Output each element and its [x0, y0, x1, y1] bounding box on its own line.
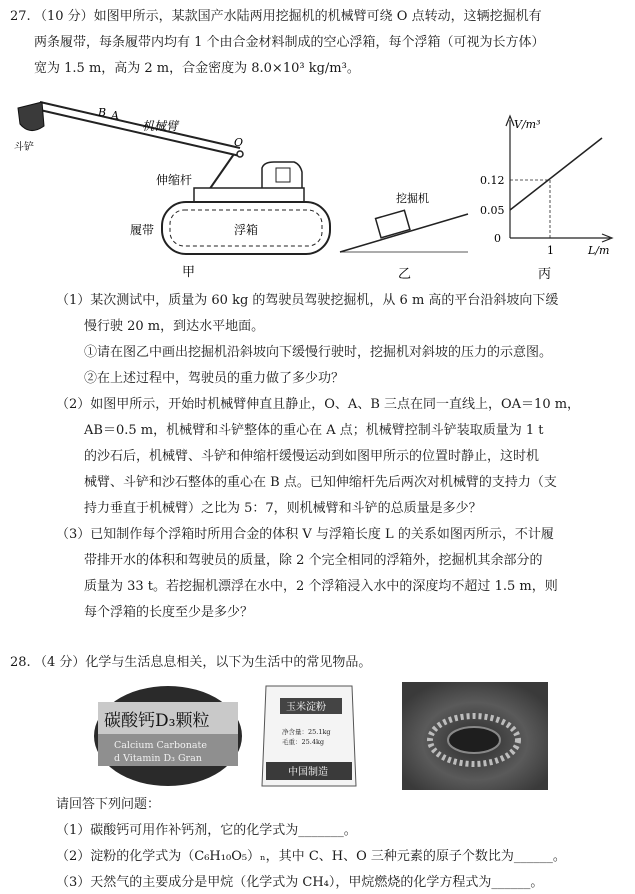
- q27-p1-line4: ②在上述过程中，驾驶员的重力做了多少功？: [84, 371, 345, 386]
- starch-weight-gross: 毛重：25.4kg: [282, 738, 325, 746]
- label-v: V/m³: [514, 118, 541, 131]
- image-gas-stove: [402, 682, 548, 790]
- q27-stem-line2: 两条履带，每条履带内均有 1 个由合金材料制成的空心浮箱，每个浮箱（可视为长方体）: [34, 35, 545, 50]
- q27-number: 27.: [10, 9, 31, 24]
- q27-p3-line2: 带排开水的体积和驾驶员的质量，除 2 个完全相同的浮箱外，挖掘机其余部分的: [84, 553, 543, 568]
- label-rod: 伸缩杆: [156, 173, 193, 187]
- q27-p3-line4: 每个浮箱的长度至少是多少？: [84, 605, 254, 620]
- v-l-line: [510, 138, 602, 210]
- label-float: 浮箱: [234, 223, 259, 237]
- label-machine: 挖掘机: [396, 192, 429, 205]
- q27-stem-line1: （10 分）如图甲所示，某款国产水陆两用挖掘机的机械臂可绕 O 点转动，这辆挖掘机有: [34, 9, 542, 24]
- q28-number: 28.: [10, 655, 31, 670]
- q27-stem-line3: 宽为 1.5 m，高为 2 m，合金密度为 8.0×10³ kg/m³。: [34, 61, 360, 76]
- machine-block: [376, 210, 410, 237]
- tick-005: 0.05: [480, 204, 505, 217]
- caption-yi: 乙: [398, 267, 412, 282]
- starch-bottom: 中国制造: [288, 767, 328, 778]
- calcium-title: 碳酸钙D₃颗粒: [104, 711, 210, 731]
- q28-prompt: 请回答下列问题：: [56, 797, 161, 812]
- bucket-shape: [18, 102, 44, 131]
- tick-1: 1: [547, 244, 554, 257]
- q27-p2-line3: 的沙石后，机械臂、斗铲和伸缩杆缓慢运动到如图甲所示的位置时静止，这时机: [84, 449, 540, 464]
- label-track: 履带: [130, 223, 155, 237]
- q28-s3: （3）天然气的主要成分是甲烷（化学式为 CH₄），甲烷燃烧的化学方程式为______。: [56, 875, 544, 890]
- q27-p3-line1: （3）已知制作每个浮箱时所用合金的体积 V 与浮箱长度 L 的关系如图丙所示，不计履: [56, 527, 554, 542]
- q27-p2-line1: （2）如图甲所示，开始时机械臂伸直且静止，O、A、B 三点在同一直线上，OA＝10 m，: [56, 397, 581, 412]
- q28-s2: （2）淀粉的化学式为（C₆H₁₀O₅）ₙ，其中 C、H、O 三种元素的原子个数比为______。: [56, 849, 566, 864]
- label-a: A: [111, 109, 119, 122]
- image-corn-starch: [258, 682, 360, 790]
- burner-center: [448, 727, 500, 753]
- q27-p1-line1: （1）某次测试中，质量为 60 kg 的驾驶员驾驶挖掘机，从 6 m 高的平台沿斜坡向下缓: [56, 293, 559, 308]
- tick-0: 0: [494, 232, 501, 245]
- q27-p2-line5: 持力垂直于机械臂）之比为 5：7，则机械臂和斗铲的总质量是多少？: [84, 501, 482, 516]
- starch-weight-net: 净含量：25.1kg: [282, 728, 331, 736]
- label-bucket: 斗铲: [14, 142, 34, 153]
- figure-jia: [12, 88, 352, 288]
- figure-bing: [470, 108, 620, 288]
- label-b: B: [98, 106, 107, 119]
- pivot-o: [237, 151, 243, 157]
- q27-p2-line4: 械臂、斗铲和沙石整体的重心在 B 点。已知伸缩杆先后两次对机械臂的支持力（支: [84, 475, 557, 490]
- caption-bing: 丙: [538, 267, 552, 282]
- mechanical-arm: [40, 102, 240, 156]
- label-o: O: [234, 136, 244, 149]
- tick-012: 0.12: [480, 174, 505, 187]
- calcium-en1: Calcium Carbonate: [114, 740, 207, 751]
- q27-p1-line3: ①请在图乙中画出挖掘机沿斜坡向下缓慢行驶时，挖掘机对斜坡的压力的示意图。: [84, 345, 553, 360]
- q27-p2-line2: AB＝0.5 m，机械臂和斗铲整体的重心在 A 点；机械臂控制斗铲装取质量为 1 t: [84, 423, 544, 438]
- caption-jia: 甲: [182, 265, 196, 280]
- q27-p1-line2: 慢行驶 20 m，到达水平地面。: [84, 319, 265, 334]
- calcium-en2: d Vitamin D₃ Gran: [114, 753, 202, 764]
- label-arm: 机械臂: [142, 119, 179, 133]
- starch-title: 玉米淀粉: [286, 702, 326, 713]
- image-calcium-carbonate: [92, 684, 244, 788]
- figure-yi: [338, 180, 478, 288]
- q28-stem: （4 分）化学与生活息息相关，以下为生活中的常见物品。: [34, 655, 372, 670]
- q27-p3-line3: 质量为 33 t。若挖掘机漂浮在水中，2 个浮箱浸入水中的深度均不超过 1.5 m，则: [84, 579, 558, 594]
- q28-s1: （1）碳酸钙可用作补钙剂，它的化学式为_______。: [56, 823, 357, 838]
- label-l: L/m: [588, 244, 610, 257]
